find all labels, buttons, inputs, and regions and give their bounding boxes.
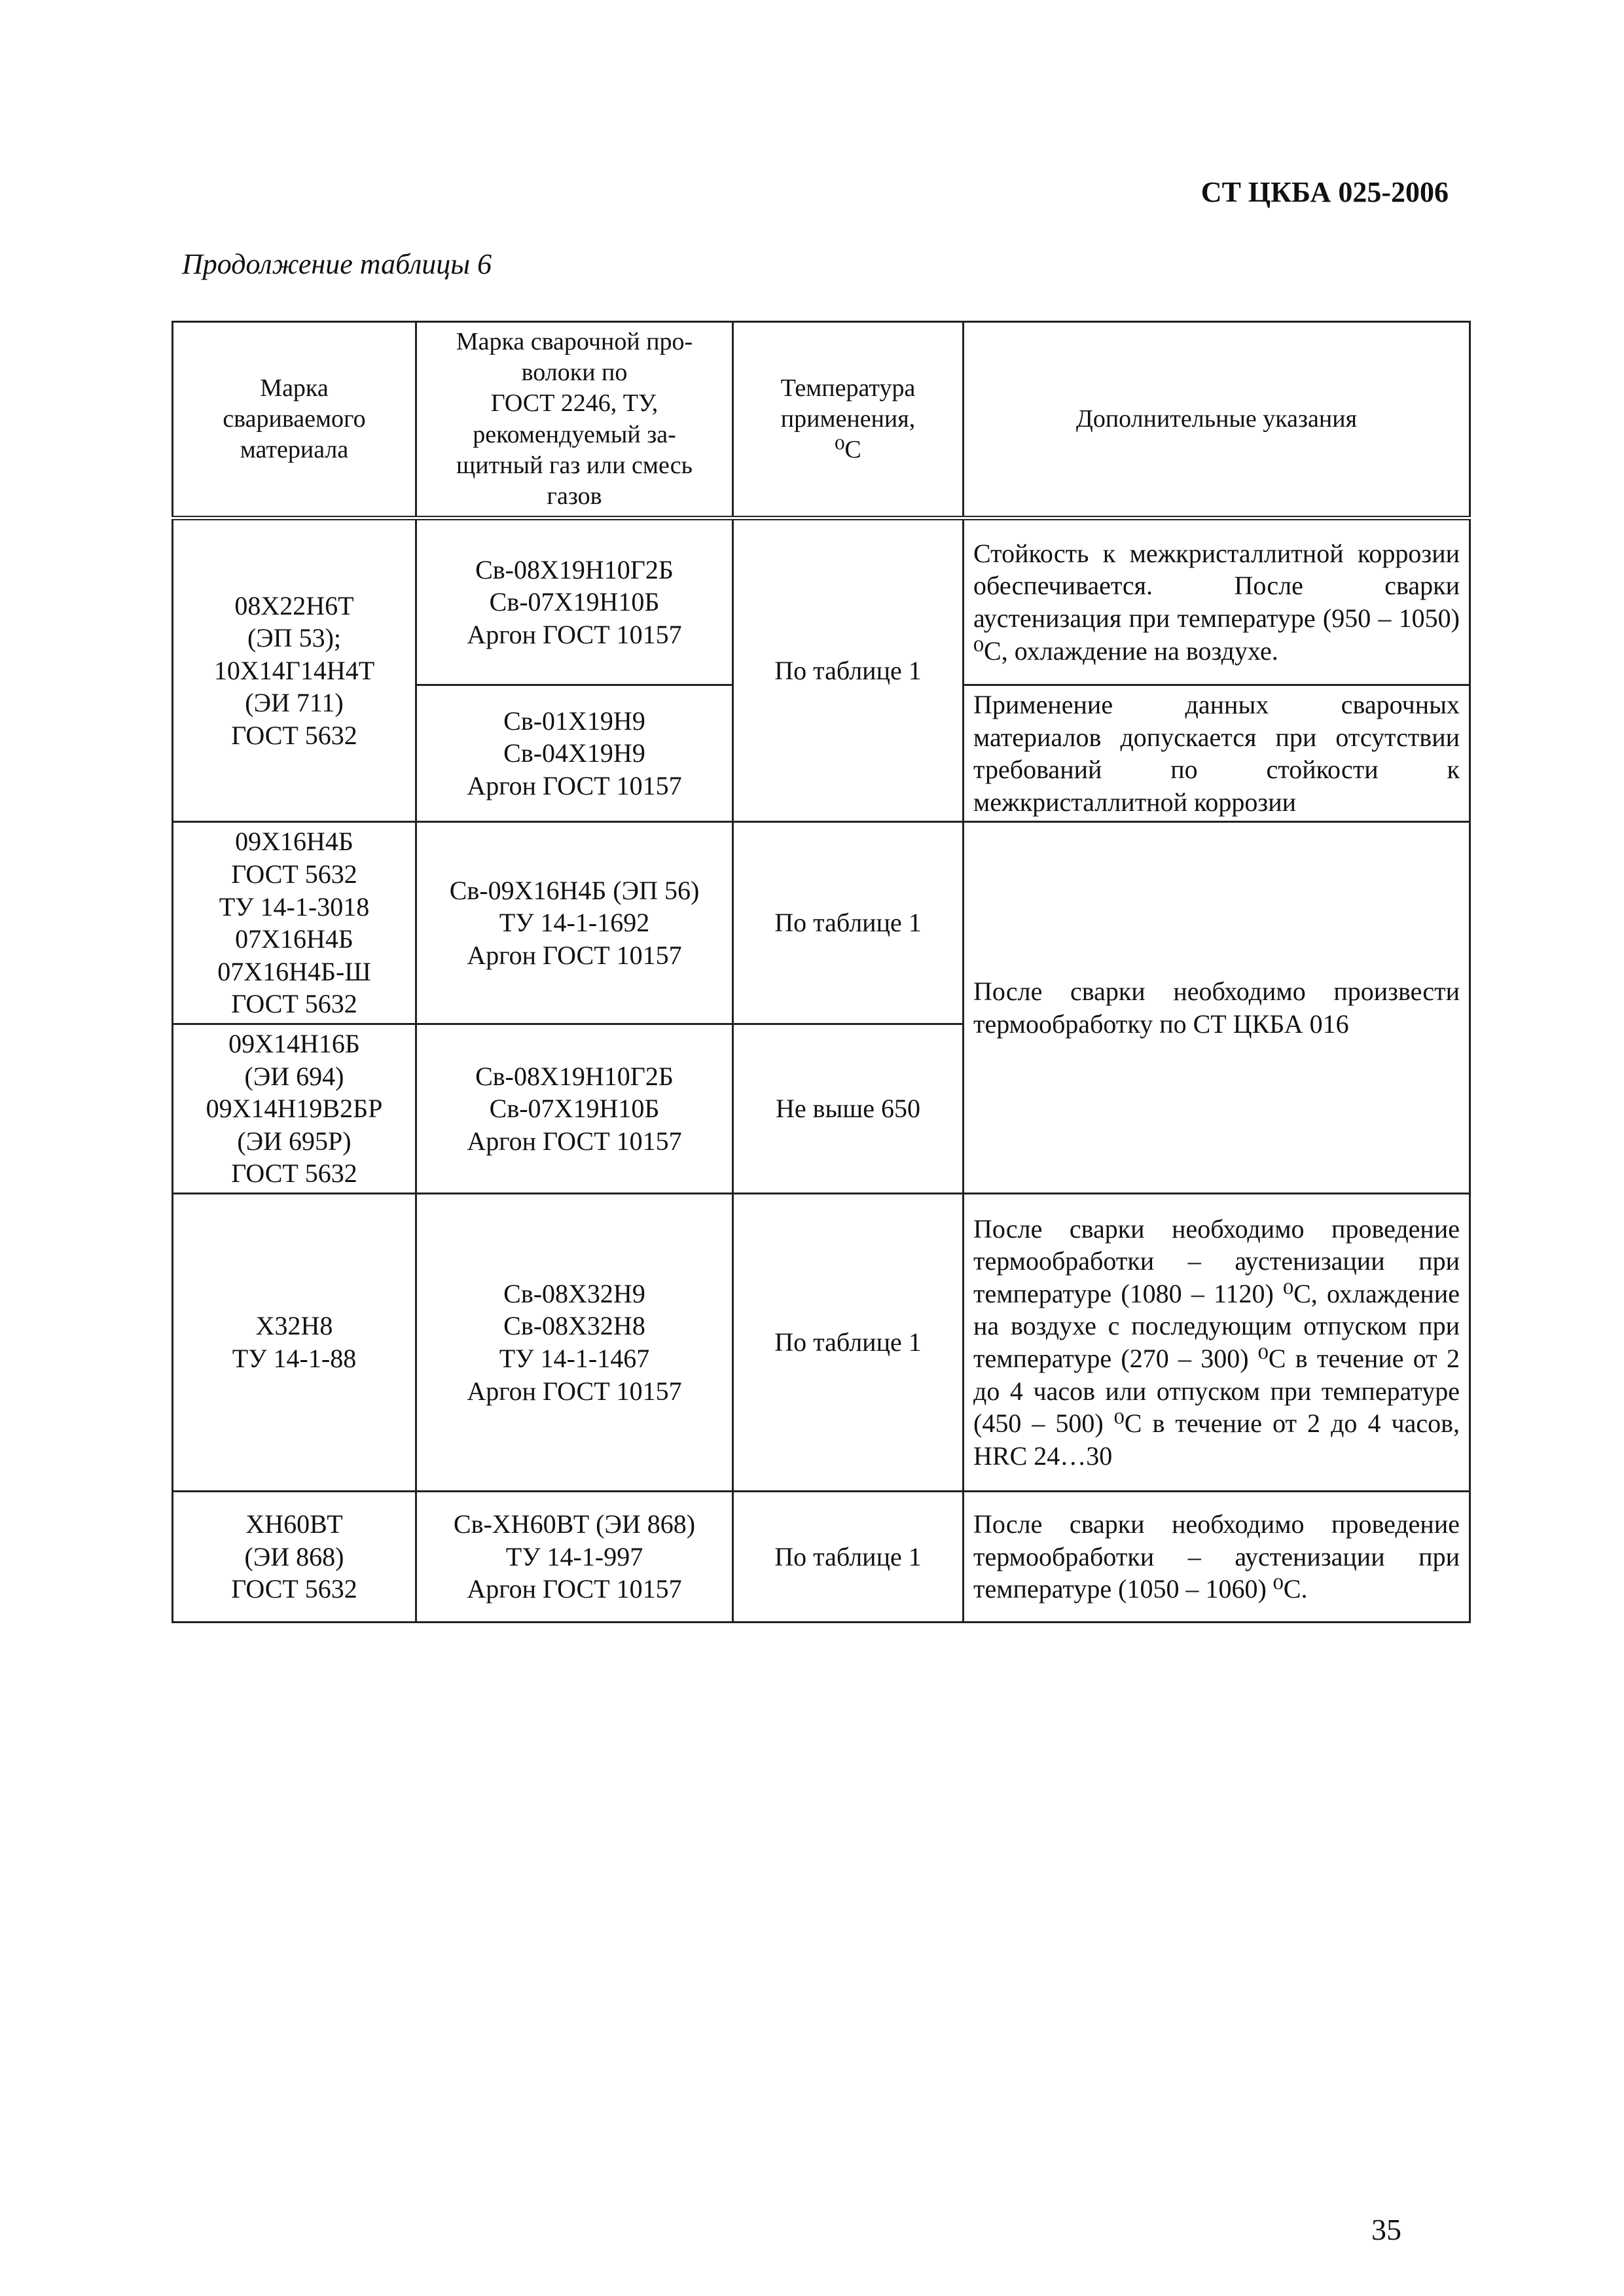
note-cell: После сварки необходимо проведение термообработки – аустенизации при температуре (1080 – 1120) ⁰С, охлаждение на воздухе с последующим отпуском при температуре (270 – 300) ⁰С в течение от 2 до 4 часов или отпуском при температуре (450 – 500) ⁰С в течение от 2 до 4 часов, HRC 24…30: [964, 1193, 1470, 1491]
temperature-cell: По таблице 1: [733, 1193, 964, 1491]
wire-cell: Св-08Х19Н10Г2Б Св-07Х19Н10Б Аргон ГОСТ 10157: [416, 518, 733, 685]
document-code: СТ ЦКБА 025-2006: [1200, 176, 1449, 208]
table-row: [173, 822, 1470, 1024]
column-header-material: Марка свариваемого материала: [173, 322, 416, 518]
material-cell: 09Х16Н4Б ГОСТ 5632 ТУ 14-1-3018 07Х16Н4Б 07Х16Н4Б-Ш ГОСТ 5632: [173, 822, 416, 1024]
table-header-row: [173, 322, 1470, 518]
column-header-notes: Дополнительные указания: [964, 322, 1470, 518]
table-row: [173, 1491, 1470, 1622]
temperature-cell: Не выше 650: [733, 1024, 964, 1193]
table-continuation-caption: Продолжение таблицы 6: [182, 248, 492, 280]
column-header-temperature: Температура применения, ⁰С: [733, 322, 964, 518]
wire-cell: Св-01Х19Н9 Св-04Х19Н9 Аргон ГОСТ 10157: [416, 685, 733, 822]
wire-cell: Св-ХН60ВТ (ЭИ 868) ТУ 14-1-997 Аргон ГОСТ 10157: [416, 1491, 733, 1622]
column-header-wire: Марка сварочной про- волоки по ГОСТ 2246, ТУ, рекомендуемый за- щитный газ или смесь газов: [416, 322, 733, 518]
material-cell: ХН60ВТ (ЭИ 868) ГОСТ 5632: [173, 1491, 416, 1622]
table-row: [173, 518, 1470, 685]
material-cell: 08Х22Н6Т (ЭП 53); 10Х14Г14Н4Т (ЭИ 711) ГОСТ 5632: [173, 518, 416, 822]
temperature-cell: По таблице 1: [733, 822, 964, 1024]
wire-cell: Св-08Х19Н10Г2Б Св-07Х19Н10Б Аргон ГОСТ 10157: [416, 1024, 733, 1193]
temperature-cell: По таблице 1: [733, 518, 964, 822]
wire-cell: Св-09Х16Н4Б (ЭП 56) ТУ 14-1-1692 Аргон ГОСТ 10157: [416, 822, 733, 1024]
note-cell: Применение данных сварочных материалов допускается при отсутствии требований по стойкости к межкристаллитной коррозии: [964, 685, 1470, 822]
note-cell: Стойкость к межкристаллитной коррозии обеспечивается. После сварки аустенизация при температуре (950 – 1050) ⁰С, охлаждение на воздухе.: [964, 518, 1470, 685]
table-row: [173, 1193, 1470, 1491]
page-number: 35: [1371, 2213, 1401, 2246]
wire-cell: Св-08Х32Н9 Св-08Х32Н8 ТУ 14-1-1467 Аргон ГОСТ 10157: [416, 1193, 733, 1491]
temperature-cell: По таблице 1: [733, 1491, 964, 1622]
welding-materials-table: [171, 321, 1471, 1623]
material-cell: 09Х14Н16Б (ЭИ 694) 09Х14Н19В2БР (ЭИ 695Р) ГОСТ 5632: [173, 1024, 416, 1193]
note-cell: После сварки необходимо произвести термообработку по СТ ЦКБА 016: [964, 822, 1470, 1194]
material-cell: Х32Н8 ТУ 14-1-88: [173, 1193, 416, 1491]
note-cell: После сварки необходимо проведение термообработки – аустенизации при температуре (1050 – 1060) ⁰С.: [964, 1491, 1470, 1622]
